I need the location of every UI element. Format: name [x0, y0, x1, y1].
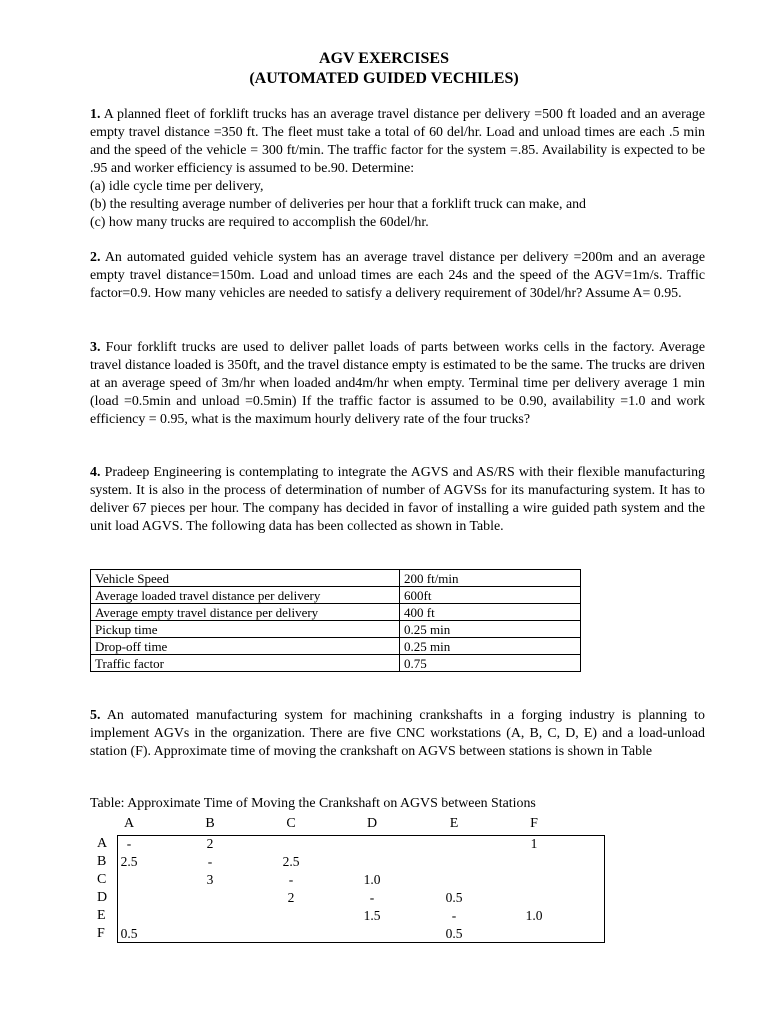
table-param: Pickup time [91, 621, 400, 638]
question-1-number: 1. [90, 107, 101, 122]
matrix-column-header: F [530, 816, 538, 831]
matrix-cell: - [126, 836, 132, 851]
matrix-row-header: C [97, 872, 107, 887]
question-4-text: Pradeep Engineering is contemplating to integrate the AGVS and AS/RS with their flexible manufacturing system. It is also in the process of determination of number of AGVSs for its manufacturing system. It has to deliver 67 pieces per hour. The company has decided in favor of installing a wire guided path system and the unit load AGVS. The following data has been collected as shown in Table. [90, 465, 705, 534]
question-1-item-b: (b) the resulting average number of deliveries per hour that a forklift truck can make, and [90, 197, 587, 212]
question-3 [90, 339, 705, 429]
matrix-cell: - [369, 890, 375, 905]
matrix-cell: 2.5 [282, 854, 300, 869]
table-param: Traffic factor [91, 655, 400, 672]
table-value: 400 ft [400, 604, 581, 621]
matrix-column-header: D [366, 816, 378, 831]
table-param: Average loaded travel distance per delivery [91, 587, 400, 604]
matrix-cell: 1.0 [363, 872, 381, 887]
matrix-cell: 0.5 [445, 890, 463, 905]
question-4-number: 4. [90, 465, 101, 480]
question-1-item-a: (a) idle cycle time per delivery, [90, 179, 264, 194]
matrix-cell: 2 [287, 890, 295, 905]
matrix-row-header: B [97, 854, 107, 869]
question-2-text: An automated guided vehicle system has an average travel distance per delivery =200m and an average empty travel distance=150m. Load and unload times are each 24s and the speed of the AGV=1m/s. Traffic factor=0.9. How many vehicles are needed to satisfy a delivery requirement of 30del/hr? Assume A= 0.95. [90, 250, 705, 301]
matrix-cell: 0.5 [445, 926, 463, 941]
table-param: Vehicle Speed [91, 570, 400, 587]
matrix-cell: 1.0 [525, 908, 543, 923]
table-param: Drop-off time [91, 638, 400, 655]
table-value: 600ft [400, 587, 581, 604]
question-2 [90, 249, 705, 303]
table-value: 0.25 min [400, 638, 581, 655]
table-row [91, 638, 581, 655]
table-row [91, 655, 581, 672]
table-row [91, 570, 581, 587]
doc-title: AGV EXERCISES [319, 50, 449, 67]
matrix-caption: Table: Approximate Time of Moving the Crankshaft on AGVS between Stations [90, 796, 536, 811]
matrix-row-header: D [97, 890, 108, 905]
matrix-column-header: E [449, 816, 459, 831]
table-value: 0.75 [400, 655, 581, 672]
question-1-item-c: (c) how many trucks are required to accomplish the 60del/hr. [90, 215, 429, 230]
matrix-cell: 3 [206, 872, 214, 887]
table-row [91, 604, 581, 621]
matrix-cell: 1 [530, 836, 538, 851]
question-2-number: 2. [90, 250, 101, 265]
matrix-cell: 0.5 [120, 926, 138, 941]
table-param: Average empty travel distance per delivery [91, 604, 400, 621]
question-1-text: A planned fleet of forklift trucks has an average travel distance per delivery =500 ft loaded and an average empty travel distance =350 ft. The fleet must take a total of 60 del/hr. Load and unload times are each .5 min and the speed of the vehicle = 300 ft/min. The traffic factor for the system =.85. Availability is expected to be .95 and worker efficiency is assumed to be.90. Determine: [90, 107, 705, 176]
matrix-cell: 1.5 [363, 908, 381, 923]
matrix-cell: 2.5 [120, 854, 138, 869]
table-row [91, 621, 581, 638]
doc-subtitle: (AUTOMATED GUIDED VECHILES) [249, 70, 519, 87]
question-1 [90, 106, 705, 232]
matrix-cell: - [451, 908, 457, 923]
table-row [91, 587, 581, 604]
matrix-row-header: F [97, 926, 105, 941]
agv-data-table [90, 569, 581, 672]
question-5-number: 5. [90, 708, 101, 723]
matrix-cell: - [207, 854, 213, 869]
question-3-text: Four forklift trucks are used to deliver pallet loads of parts between works cells in the factory. Average travel distance loaded is 350ft, and the travel distance empty is estimated to be the same. The trucks are driven at an average speed of 3m/hr when loaded and4m/hr when empty. Terminal time per delivery average 1 min (load =0.5min and unload =0.5min) If the traffic factor is assumed to be 0.90, availability =1.0 and work efficiency = 0.95, what is the maximum hourly delivery rate of the four trucks? [90, 340, 705, 427]
matrix-column-header: A [123, 816, 135, 831]
question-5-text: An automated manufacturing system for machining crankshafts in a forging industry is planning to implement AGVs in the organization. There are five CNC workstations (A, B, C, D, E) and a load-unload station (F). Approximate time of moving the crankshaft on AGVS between stations is shown in Table [90, 708, 705, 759]
question-4 [90, 464, 705, 536]
matrix-row-header: E [97, 908, 106, 923]
question-5 [90, 707, 705, 761]
matrix-column-header: C [286, 816, 296, 831]
matrix-cell: 2 [206, 836, 214, 851]
matrix-column-header: B [205, 816, 215, 831]
table-value: 0.25 min [400, 621, 581, 638]
question-3-number: 3. [90, 340, 101, 355]
matrix-cell: - [288, 872, 294, 887]
table-value: 200 ft/min [400, 570, 581, 587]
matrix-row-header: A [97, 836, 108, 851]
